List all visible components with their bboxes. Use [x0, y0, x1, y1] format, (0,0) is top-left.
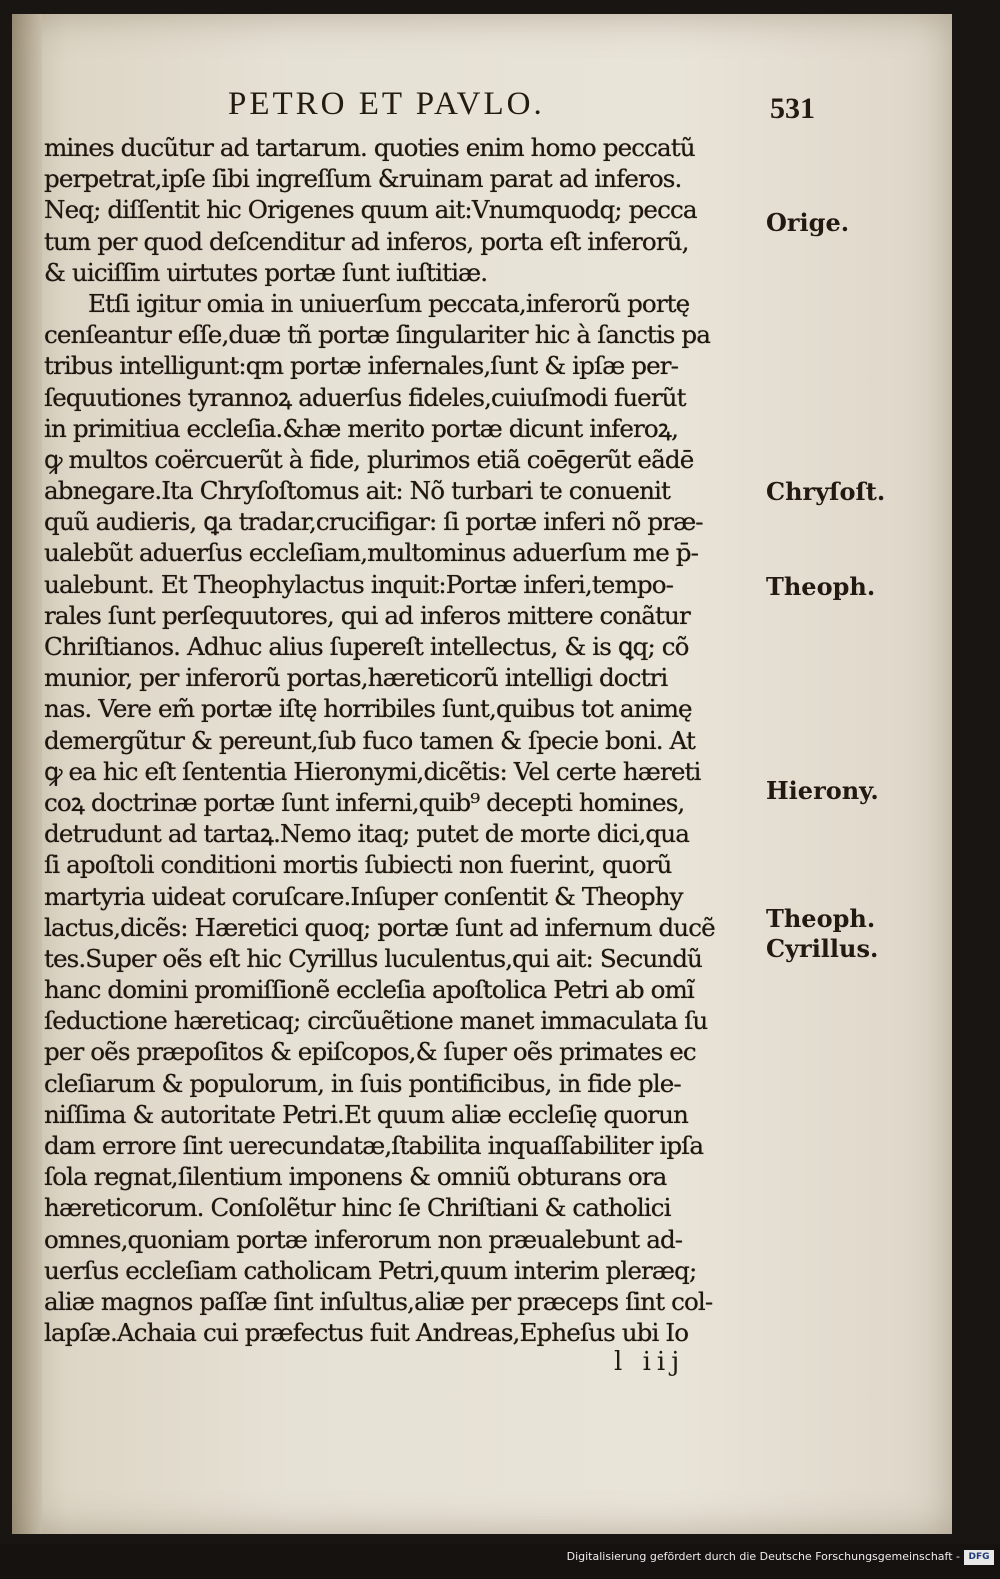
text-line: ſequutiones tyrannoꝝ aduerſus fideles,cuiuſmodi fuerũt	[44, 382, 686, 412]
text-line: coꝝ doctrinæ portæ ſunt inferni,quib⁹ decepti homines,	[44, 787, 685, 817]
text-line: nas. Vere em̃ portæ iſtę horribiles ſunt,quibus tot animę	[44, 694, 692, 724]
margin-note-theophylactus: Theoph.	[766, 572, 876, 601]
text-line: aliæ magnos paſſæ ſint inſultus,aliæ per præceps ſint col-	[44, 1286, 713, 1316]
text-line: tes.Super oẽs eſt hic Cyrillus luculentus,qui ait: Secundũ	[44, 943, 702, 973]
text-line: tum per quod deſcenditur ad inferos, porta eſt inferorũ,	[44, 226, 689, 256]
text-line: martyria uideat coruſcare.Inſuper conſentit & Theophy	[44, 881, 683, 911]
text-line: niſſima & autoritate Petri.Et quum aliæ eccleſię quorun	[44, 1099, 688, 1129]
text-line: ꝙ ea hic eſt ſententia Hieronymi,dicẽtis: Vel certe hæreti	[44, 756, 701, 786]
dfg-logo: DFG	[964, 1550, 994, 1565]
text-line: dam errore ſint uerecundatæ,ſtabilita inquaſſabiliter ipſa	[44, 1131, 704, 1160]
text-line: quũ audieris, ꝗa tradar,crucifigar: ſi portæ inferi nõ præ-	[44, 507, 703, 537]
digitization-credit: Digitalisierung gefördert durch die Deutsche Forschungsgemeinschaft -	[566, 1550, 960, 1563]
running-head	[0, 86, 1000, 126]
margin-note-chrysostomus: Chryſoſt.	[766, 477, 886, 506]
text-line: rales ſunt perſequutores, qui ad inferos mittere conãtur	[44, 600, 690, 630]
text-line: lapſæ.Achaia cui præfectus fuit Andreas,Epheſus ubi Io	[44, 1318, 689, 1348]
signature-mark: l iij	[614, 1347, 686, 1377]
running-title: PETRO ET PAVLO.	[228, 86, 545, 122]
text-line: ꝙ multos coërcuerũt à fide, plurimos etiã coēgerũt eãdē	[44, 444, 694, 474]
margin-note-theophylactus-2: Theoph.	[766, 904, 876, 933]
text-line: abnegare.Ita Chryſoſtomus ait: Nõ turbari te conuenit	[44, 476, 670, 506]
text-line: Chriſtianos. Adhuc alius ſupereſt intellectus, & is ꝗq; cõ	[44, 632, 689, 661]
text-line: perpetrat,ipſe ſibi ingreſſum &ruinam parat ad inferos.	[44, 164, 682, 194]
text-line: omnes,quoniam portæ inferorum non præualebunt ad-	[44, 1224, 683, 1254]
text-line: cenſeantur eſſe,duæ tñ portæ ſingulariter hic à ſanctis pa	[44, 320, 711, 350]
text-line: mines ducũtur ad tartarum. quoties enim homo peccatũ	[44, 133, 695, 162]
text-line: per oẽs præpoſitos & epiſcopos,& ſuper oẽs primates ec	[44, 1037, 696, 1067]
margin-note-origenes: Orige.	[766, 208, 850, 237]
margin-note-hieronymus: Hierony.	[766, 776, 879, 805]
text-line: ſeductione hæreticaq; circũuẽtione manet immaculata ſu	[44, 1006, 708, 1036]
page-number: 531	[770, 92, 815, 125]
text-line: uerſus eccleſiam catholicam Petri,quum interim pleræq;	[44, 1255, 697, 1285]
text-line: hanc domini promiſſionẽ eccleſia apoſtolica Petri ab omĩ	[44, 975, 694, 1005]
text-line: & uiciſſim uirtutes portæ ſunt iuſtitiæ.	[44, 257, 488, 287]
text-line: in primitiua eccleſia.&hæ merito portæ dicunt inferoꝝ,	[44, 413, 679, 443]
text-line: ualebunt. Et Theophylactus inquit:Portæ inferi,tempo-	[44, 569, 674, 599]
text-line: cleſiarum & populorum, in ſuis pontificibus, in fide ple-	[44, 1068, 681, 1098]
text-line: Neq; diſſentit hic Origenes quum ait:Vnumquodq; pecca	[44, 195, 697, 225]
text-line: tribus intelligunt:qm portæ infernales,ſunt & ipſæ per-	[44, 351, 679, 381]
text-line: detrudunt ad tartaꝝ.Nemo itaq; putet de morte dici,qua	[44, 819, 689, 849]
text-line: demergũtur & pereunt,ſub fuco tamen & ſpecie boni. At	[44, 725, 695, 755]
text-line: lactus,dicẽs: Hæretici quoq; portæ ſunt ad infernum ducẽ	[44, 912, 715, 942]
text-line: ualebũt aduerſus eccleſiam,multominus aduerſum me p̄-	[44, 538, 699, 568]
text-line: hæreticorum. Conſolẽtur hinc ſe Chriſtiani & catholici	[44, 1193, 671, 1223]
margin-note-cyrillus: Cyrillus.	[766, 934, 879, 963]
text-line: ſola regnat,ſilentium imponens & omniũ obturans ora	[44, 1162, 667, 1192]
text-line: Etſi igitur omia in uniuerſum peccata,inferorũ portę	[88, 288, 690, 318]
text-line: ſi apoſtoli conditioni mortis ſubiecti non fuerint, quorũ	[44, 850, 672, 880]
body-text	[44, 132, 766, 1348]
page-gutter-shadow	[12, 14, 42, 1534]
text-line: munior, per inferorũ portas,hæreticorũ intelligi doctri	[44, 663, 668, 693]
